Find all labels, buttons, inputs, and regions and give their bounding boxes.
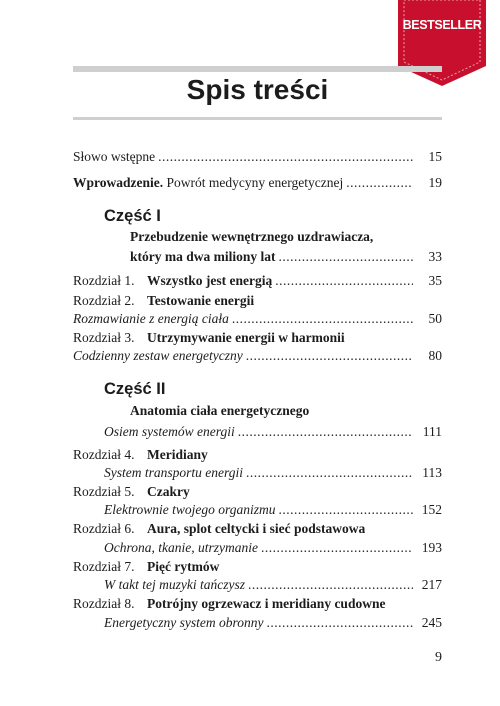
chapter-title: Potrójny ogrzewacz i meridiany cudowne <box>147 596 386 611</box>
leader-dots <box>238 423 413 441</box>
top-rule <box>73 66 442 72</box>
part-heading-2: Część II <box>104 380 166 398</box>
entry-page: 80 <box>428 348 442 363</box>
chapter-number: Rozdział 5. <box>73 484 135 499</box>
toc-chapter-7[interactable] <box>73 556 442 576</box>
leader-dots <box>279 501 414 519</box>
chapter-subtitle: Rozmawianie z energią ciała <box>73 311 229 326</box>
entry-page: 111 <box>422 424 442 439</box>
toc-chapter-8[interactable] <box>73 593 442 613</box>
entry-page: 50 <box>428 311 442 326</box>
chapter-number: Rozdział 8. <box>73 596 135 611</box>
part1-subtitle-line1: Przebudzenie wewnętrznego uzdrawiacza, <box>130 229 374 244</box>
badge-label: BESTSELLER <box>402 18 482 32</box>
chapter-title: Czakry <box>147 484 190 499</box>
toc-chapter-4-sub[interactable] <box>104 462 442 482</box>
leader-dots <box>232 310 413 328</box>
toc-chapter-4[interactable] <box>73 444 442 464</box>
page-title: Spis treści <box>186 74 329 105</box>
entry-page: 35 <box>428 273 442 288</box>
chapter-number: Rozdział 6. <box>73 521 135 536</box>
toc-chapter-3[interactable] <box>73 327 442 347</box>
toc-entry-part1-intro[interactable] <box>130 246 442 266</box>
entry-page: 245 <box>421 615 442 630</box>
chapter-title: Aura, splot celtycki i sieć podstawowa <box>147 521 366 536</box>
entry-page: 113 <box>422 465 442 480</box>
toc-chapter-6[interactable] <box>73 518 442 538</box>
leader-dots <box>346 174 413 192</box>
part-heading-1: Część I <box>104 207 161 225</box>
entry-label: Osiem systemów energii <box>104 424 235 439</box>
chapter-subtitle: W takt tej muzyki tańczysz <box>104 577 245 592</box>
toc-chapter-2[interactable] <box>73 290 442 310</box>
toc-chapter-2-sub[interactable] <box>73 308 442 328</box>
leader-dots <box>279 248 413 266</box>
leader-dots <box>246 464 413 482</box>
toc-chapter-5[interactable] <box>73 481 442 501</box>
toc-entry-part2-intro[interactable] <box>104 421 442 441</box>
page-number: 9 <box>435 650 442 665</box>
chapter-subtitle: System transportu energii <box>104 465 243 480</box>
toc-chapter-3-sub[interactable] <box>73 345 442 365</box>
chapter-subtitle: Ochrona, tkanie, utrzymanie <box>104 540 258 555</box>
entry-label: który ma dwa miliony lat <box>130 249 276 264</box>
chapter-number: Rozdział 7. <box>73 559 135 574</box>
toc-chapter-6-sub[interactable] <box>104 537 442 557</box>
entry-page: 19 <box>428 175 442 190</box>
entry-page: 15 <box>428 149 442 164</box>
chapter-title: Wszystko jest energią <box>147 273 273 288</box>
entry-page: 193 <box>421 540 442 555</box>
toc-chapter-1[interactable] <box>73 270 442 290</box>
chapter-number: Rozdział 3. <box>73 330 135 345</box>
chapter-subtitle: Energetyczny system obronny <box>104 615 264 630</box>
chapter-subtitle: Elektrownie twojego organizmu <box>104 502 276 517</box>
chapter-title: Pięć rytmów <box>147 559 220 574</box>
entry-label-rest: Powrót medycyny energetycznej <box>163 175 344 190</box>
leader-dots <box>248 576 413 594</box>
toc-chapter-5-sub[interactable] <box>104 499 442 519</box>
entry-page: 217 <box>421 577 442 592</box>
toc-chapter-8-sub[interactable] <box>104 612 442 632</box>
leader-dots <box>246 347 413 365</box>
entry-page: 152 <box>421 502 442 517</box>
leader-dots <box>158 148 413 166</box>
chapter-number: Rozdział 1. <box>73 273 135 288</box>
entry-label: Słowo wstępne <box>73 149 156 164</box>
chapter-title: Testowanie energii <box>147 293 255 308</box>
entry-label-bold: Wprowadzenie. <box>73 175 164 190</box>
title-underline <box>73 117 442 120</box>
chapter-title: Utrzymywanie energii w harmonii <box>147 330 345 345</box>
toc-entry-introduction[interactable] <box>73 172 442 192</box>
leader-dots <box>275 272 413 290</box>
chapter-subtitle: Codzienny zestaw energetyczny <box>73 348 243 363</box>
chapter-number: Rozdział 4. <box>73 447 135 462</box>
toc-chapter-7-sub[interactable] <box>104 574 442 594</box>
leader-dots <box>261 539 413 557</box>
leader-dots <box>266 614 413 632</box>
chapter-title: Meridiany <box>147 447 208 462</box>
part2-subtitle-line1: Anatomia ciała energetycznego <box>130 403 310 418</box>
entry-page: 33 <box>428 249 442 264</box>
chapter-number: Rozdział 2. <box>73 293 135 308</box>
toc-entry-foreword[interactable] <box>73 146 442 166</box>
